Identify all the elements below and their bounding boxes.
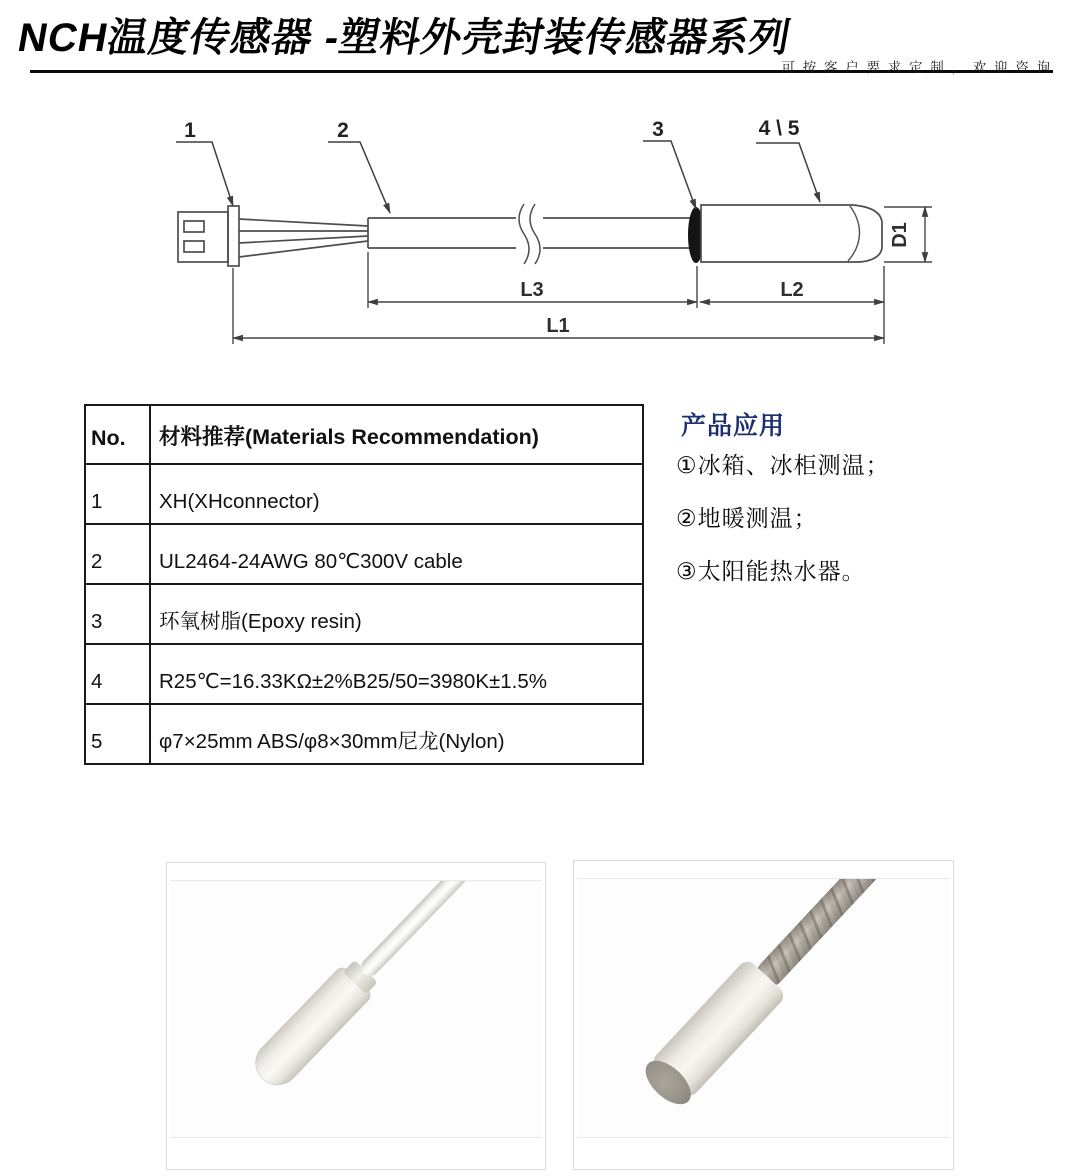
dim-l1-label: L1 — [546, 315, 570, 337]
callout-leaders — [176, 141, 820, 213]
callout-4-5: 4 \ 5 — [758, 117, 800, 140]
row-material: UL2464-24AWG 80℃300V cable — [150, 524, 643, 584]
row-no: 1 — [85, 464, 150, 524]
product-photo-abs-probe — [166, 862, 546, 1170]
braided-cable — [752, 878, 950, 992]
product-photo-nylon-probe — [573, 860, 954, 1170]
cylinder-probe-assembly — [638, 878, 950, 1112]
application-item: ②地暖测温； — [676, 505, 818, 531]
probe-housing-drawing — [701, 205, 882, 262]
cable-drawing — [368, 204, 694, 264]
table-row — [85, 644, 643, 704]
callout-labels — [184, 117, 800, 142]
dim-d1-label: D1 — [889, 222, 911, 248]
white-cable — [358, 880, 542, 980]
application-item: ③太阳能热水器。 — [676, 558, 866, 584]
customization-note: 可 按 客 户 要 求 定 制 ， 欢 迎 咨 询 — [781, 60, 1052, 75]
applications-heading: 产品应用 — [681, 412, 786, 440]
table-row — [85, 464, 643, 524]
callout-1: 1 — [184, 119, 196, 142]
col-header-no: No. — [85, 405, 150, 464]
table-row — [85, 524, 643, 584]
table-row — [85, 584, 643, 644]
row-material: R25℃=16.33KΩ±2%B25/50=3980K±1.5% — [150, 644, 643, 704]
row-material: 环氧树脂(Epoxy resin) — [150, 584, 643, 644]
page-title: NCH温度传感器 -塑料外壳封装传感器系列 — [14, 16, 795, 60]
row-no: 5 — [85, 704, 150, 764]
dim-l3-label: L3 — [520, 279, 544, 301]
row-material: XH(XHconnector) — [150, 464, 643, 524]
row-material: φ7×25mm ABS/φ8×30mm尼龙(Nylon) — [150, 704, 643, 764]
connector-drawing — [178, 206, 368, 266]
white-probe-assembly — [246, 880, 542, 1094]
photo-content — [577, 878, 950, 1138]
table-row — [85, 704, 643, 764]
row-no: 2 — [85, 524, 150, 584]
dim-l2-label: L2 — [780, 279, 804, 301]
photo-content — [170, 880, 542, 1138]
table-header-row — [85, 405, 643, 464]
materials-table — [84, 404, 644, 765]
col-header-material: 材料推荐(Materials Recommendation) — [150, 405, 643, 464]
applications-list — [676, 450, 890, 609]
callout-2: 2 — [337, 119, 349, 142]
callout-3: 3 — [652, 118, 664, 141]
application-item: ①冰箱、冰柜测温； — [676, 452, 890, 478]
row-no: 3 — [85, 584, 150, 644]
row-no: 4 — [85, 644, 150, 704]
